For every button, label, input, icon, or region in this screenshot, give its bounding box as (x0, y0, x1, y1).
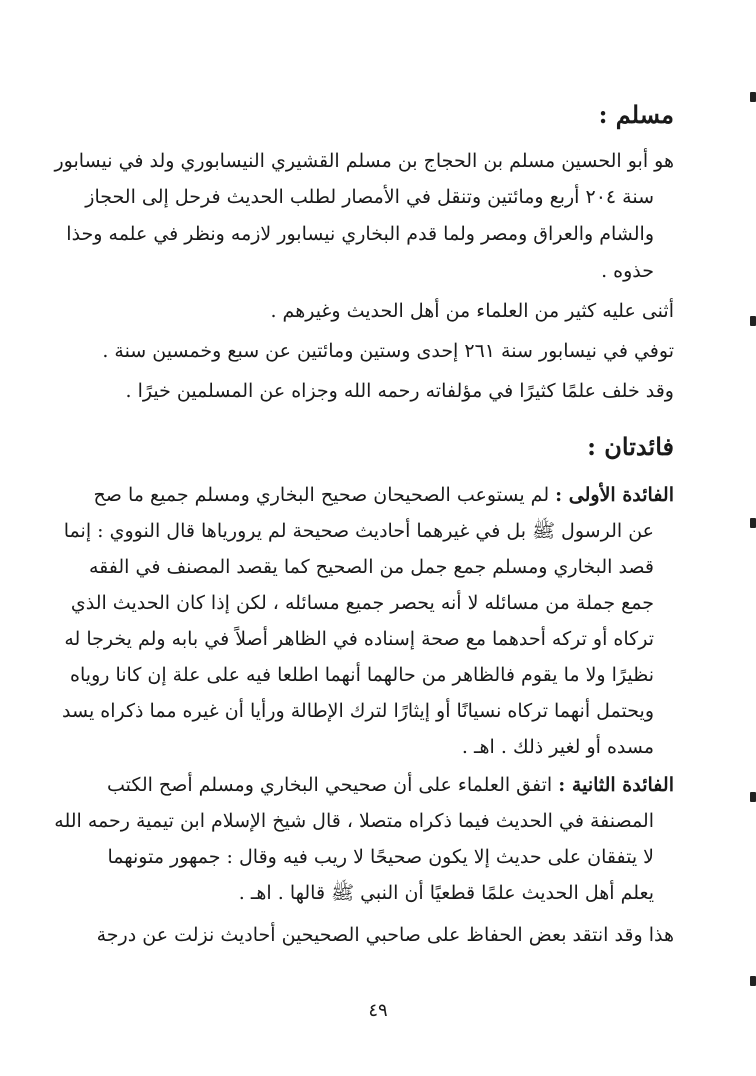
scan-edge-mark (750, 92, 756, 102)
muslim-line-4: حذوه . (601, 260, 654, 282)
benefit-one-first-line (94, 486, 674, 505)
benefit-two-label: الفائدة الثانية : (558, 774, 674, 796)
page-number: ٤٩ (368, 1000, 388, 1021)
heading-benefits: فائدتان : (587, 432, 674, 461)
praise-line: أثنى عليه كثير من العلماء من أهل الحديث وغيرهم . (270, 300, 674, 322)
benefit-two-first-text: اتفق العلماء على أن صحيحي البخاري ومسلم أصح الكتب (106, 774, 553, 796)
legacy-line: وقد خلف علمًا كثيرًا في مؤلفاته رحمه الله وجزاه عن المسلمين خيرًا . (125, 380, 674, 402)
benefit-one-line: تركاه أو تركه أحدهما مع صحة إسناده في الظاهر أصلاً في بابه ولم يخرجا له (64, 628, 654, 650)
muslim-line-2: سنة ٢٠٤ أربع ومائتين وتنقل في الأمصار لطلب الحديث فرحل إلى الحجاز (85, 186, 654, 208)
scan-edge-mark (750, 518, 756, 528)
scan-edge-mark (750, 976, 756, 986)
muslim-line-3: والشام والعراق ومصر ولما قدم البخاري نيسابور لازمه ونظر في علمه وحذا (66, 223, 654, 245)
benefit-two-line: لا يتفقان على حديث إلا يكون صحيحًا لا ريب فيه وقال : جمهور متونهما (107, 846, 654, 868)
heading-muslim: مسلم : (598, 100, 674, 129)
scan-edge-mark (750, 316, 756, 326)
benefit-one-line: قصد البخاري ومسلم جمع جمل من الصحيح كما يقصد المصنف في الفقه (88, 556, 654, 578)
benefit-one-line: جمع جملة من مسائله لا أنه يحصر جميع مسائله ، لكن إذا كان الحديث الذي (70, 592, 654, 614)
benefit-one-line: نظيرًا ولا ما يقوم فالظاهر من حالهما أنهما اطلعا فيه على علة إن كانا روياه (70, 664, 654, 686)
benefit-one-label: الفائدة الأولى : (555, 484, 674, 506)
benefit-one-line: ويحتمل أنهما تركاه نسيانًا أو إيثارًا لترك الإطالة ورأيا أن غيره مما ذكراه يسد (62, 700, 654, 722)
benefit-two-line: يعلم أهل الحديث علمًا قطعيًا أن النبي ﷺ قالها . اهـ . (238, 882, 654, 904)
benefit-one-line: عن الرسول ﷺ بل في غيرهما أحاديث صحيحة لم يرورياها قال النووي : إنما (63, 520, 654, 542)
benefit-one-first-text: لم يستوعب الصحيحان صحيح البخاري ومسلم جميع ما صح (93, 484, 550, 506)
scan-edge-mark (750, 792, 756, 802)
closing-line: هذا وقد انتقد بعض الحفاظ على صاحبي الصحيحين أحاديث نزلت عن درجة (96, 924, 674, 946)
benefit-two-first-line (107, 776, 674, 795)
death-line: توفي في نيسابور سنة ٢٦١ إحدى وستين ومائتين عن سبع وخمسين سنة . (102, 340, 674, 362)
benefit-two-line: المصنفة في الحديث فيما ذكراه متصلا ، قال شيخ الإسلام ابن تيمية رحمه الله (54, 810, 654, 832)
muslim-line-1: هو أبو الحسين مسلم بن الحجاج بن مسلم القشيري النيسابوري ولد في نيسابور (54, 150, 674, 172)
benefit-one-line: مسده أو لغير ذلك . اهـ . (461, 736, 654, 758)
